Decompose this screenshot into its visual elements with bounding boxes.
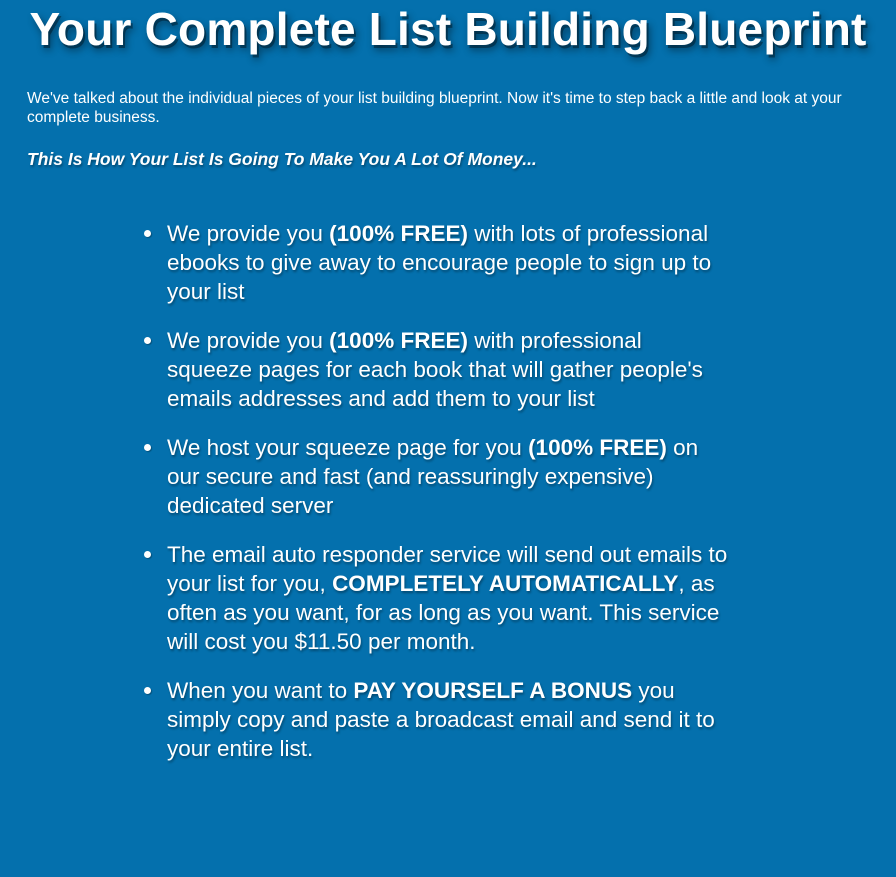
benefit-item xyxy=(143,676,733,763)
benefits-list xyxy=(143,219,733,783)
benefit-highlight: (100% FREE) xyxy=(329,328,468,353)
bullet-icon xyxy=(144,337,151,344)
benefit-highlight: COMPLETELY AUTOMATICALLY xyxy=(332,571,679,596)
benefit-text: The email auto responder service will send out emails to your list for you, xyxy=(167,542,728,596)
bullet-icon xyxy=(144,551,151,558)
benefit-text: on our secure and fast (and reassuringly expensive) dedicated server xyxy=(167,435,699,518)
benefit-text: you simply copy and paste a broadcast email and send it to your entire list. xyxy=(167,678,715,761)
page-title: Your Complete List Building Blueprint xyxy=(29,3,867,55)
benefit-item xyxy=(143,326,733,413)
bullet-icon xyxy=(144,687,151,694)
benefit-text: with lots of professional ebooks to give away to encourage people to sign up to your list xyxy=(167,221,712,304)
benefit-highlight: PAY YOURSELF A BONUS xyxy=(353,678,633,703)
subheading: This Is How Your List Is Going To Make You A Lot Of Money... xyxy=(27,149,537,169)
benefit-item xyxy=(143,540,733,656)
benefit-highlight: (100% FREE) xyxy=(528,435,667,460)
benefit-text: We provide you xyxy=(167,328,330,353)
benefit-text: with professional squeeze pages for each book that will gather people's emails addresses and add them to your list xyxy=(167,328,703,411)
benefit-text: , as often as you want, for as long as you want. This service will cost you $11.50 per month. xyxy=(167,571,720,654)
bullet-icon xyxy=(144,444,151,451)
benefit-text: When you want to xyxy=(167,678,354,703)
intro-paragraph: We've talked about the individual pieces of your list building blueprint. Now it's time to step back a little and look at your complete business. xyxy=(27,90,842,126)
benefit-highlight: (100% FREE) xyxy=(329,221,468,246)
benefit-text: We host your squeeze page for you xyxy=(167,435,529,460)
benefit-item xyxy=(143,433,733,520)
bullet-icon xyxy=(144,230,151,237)
benefit-text: We provide you xyxy=(167,221,330,246)
benefit-item xyxy=(143,219,733,306)
